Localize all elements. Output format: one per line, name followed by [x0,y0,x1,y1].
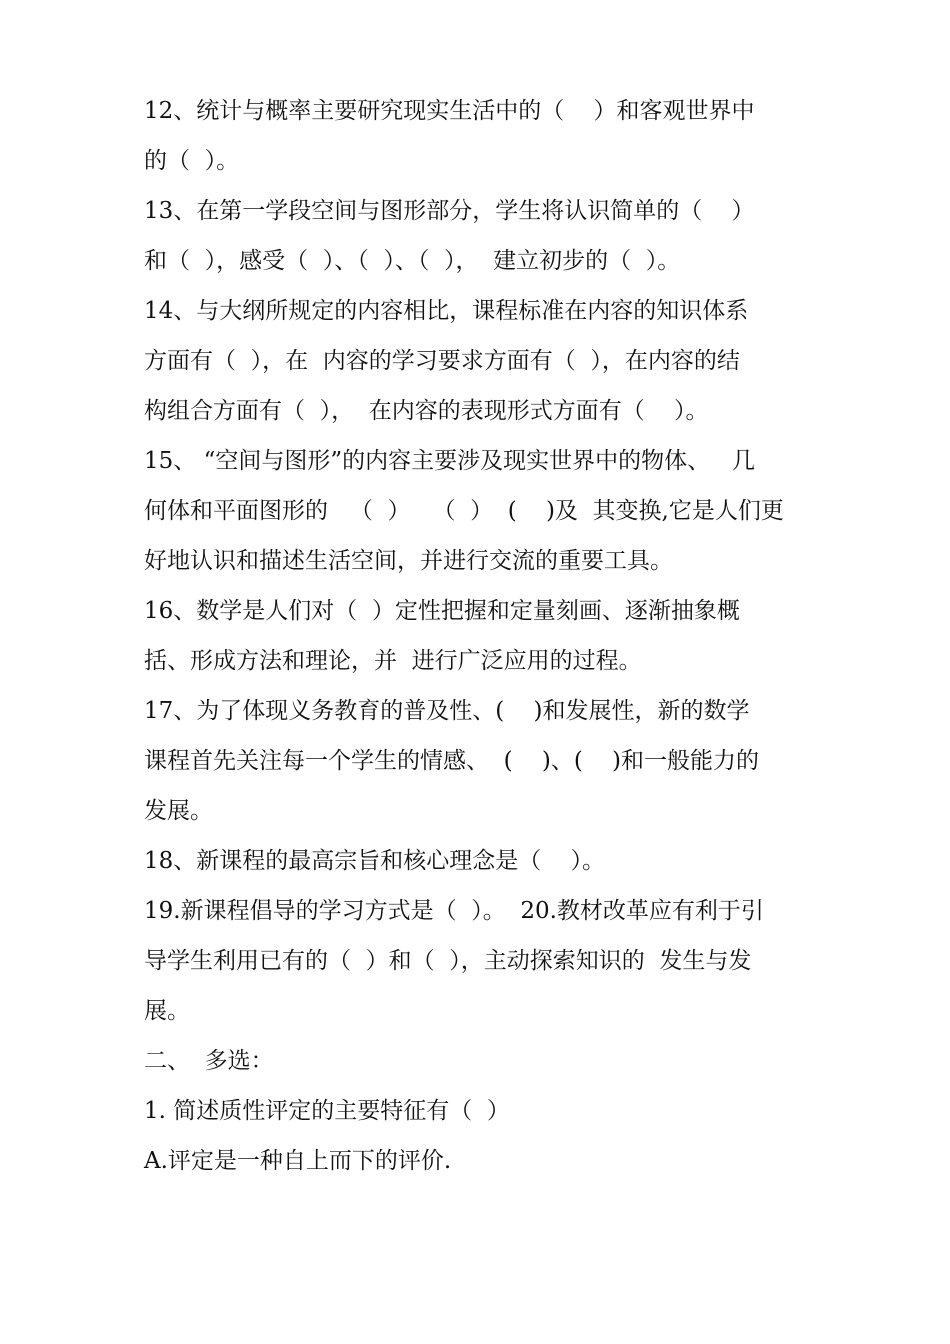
text-line: 发展。 [144,798,213,824]
text-line: 14、与大纲所规定的内容相比，课程标准在内容的知识体系 [144,298,749,324]
text-line: 展。 [144,998,190,1024]
text-line: 16、数学是人们对（ ）定性把握和定量刻画、逐渐抽象概 [144,598,740,624]
text-line: 13、在第一学段空间与图形部分，学生将认识简单的（ ） [144,198,755,224]
section-heading: 二、 多选： [144,1048,274,1074]
text-line: 构组合方面有（ ）， 在内容的表现形式方面有（ ）。 [144,398,709,424]
text-line: 方面有（ ），在 内容的学习要求方面有（ ），在内容的结 [144,348,740,374]
text-line: 19.新课程倡导的学习方式是（ ）。 20.教材改革应有利于引 [144,898,764,924]
text-line: 17、为了体现义务教育的普及性、( )和发展性，新的数学 [144,698,750,724]
text-line: 括、形成方法和理论，并 进行广泛应用的过程。 [144,648,642,674]
text-line: 12、统计与概率主要研究现实生活中的（ ）和客观世界中 [144,98,755,124]
question-text: 1. 简述质性评定的主要特征有（ ） [144,1098,510,1124]
text-line: 课程首先关注每一个学生的情感、 ( )、( )和一般能力的 [144,748,760,774]
text-line: 导学生利用已有的（ ）和（ ），主动探索知识的 发生与发 [144,948,752,974]
text-line: 和（ ），感受（ ）、（ ）、（ ）， 建立初步的（ ）。 [144,248,681,274]
text-line: 18、新课程的最高宗旨和核心理念是（ ）。 [144,848,606,874]
option-text: A.评定是一种自上而下的评价. [144,1148,452,1174]
text-line: 的（ ）。 [144,148,240,174]
text-line: 好地认识和描述生活空间，并进行交流的重要工具。 [144,548,673,574]
text-line: 何体和平面图形的 （ ） （ ） ( )及 其变换,它是人们更 [144,498,784,524]
text-line: 15、 “空间与图形”的内容主要涉及现实世界中的物体、 几 [144,448,756,474]
document-body [144,86,812,1186]
